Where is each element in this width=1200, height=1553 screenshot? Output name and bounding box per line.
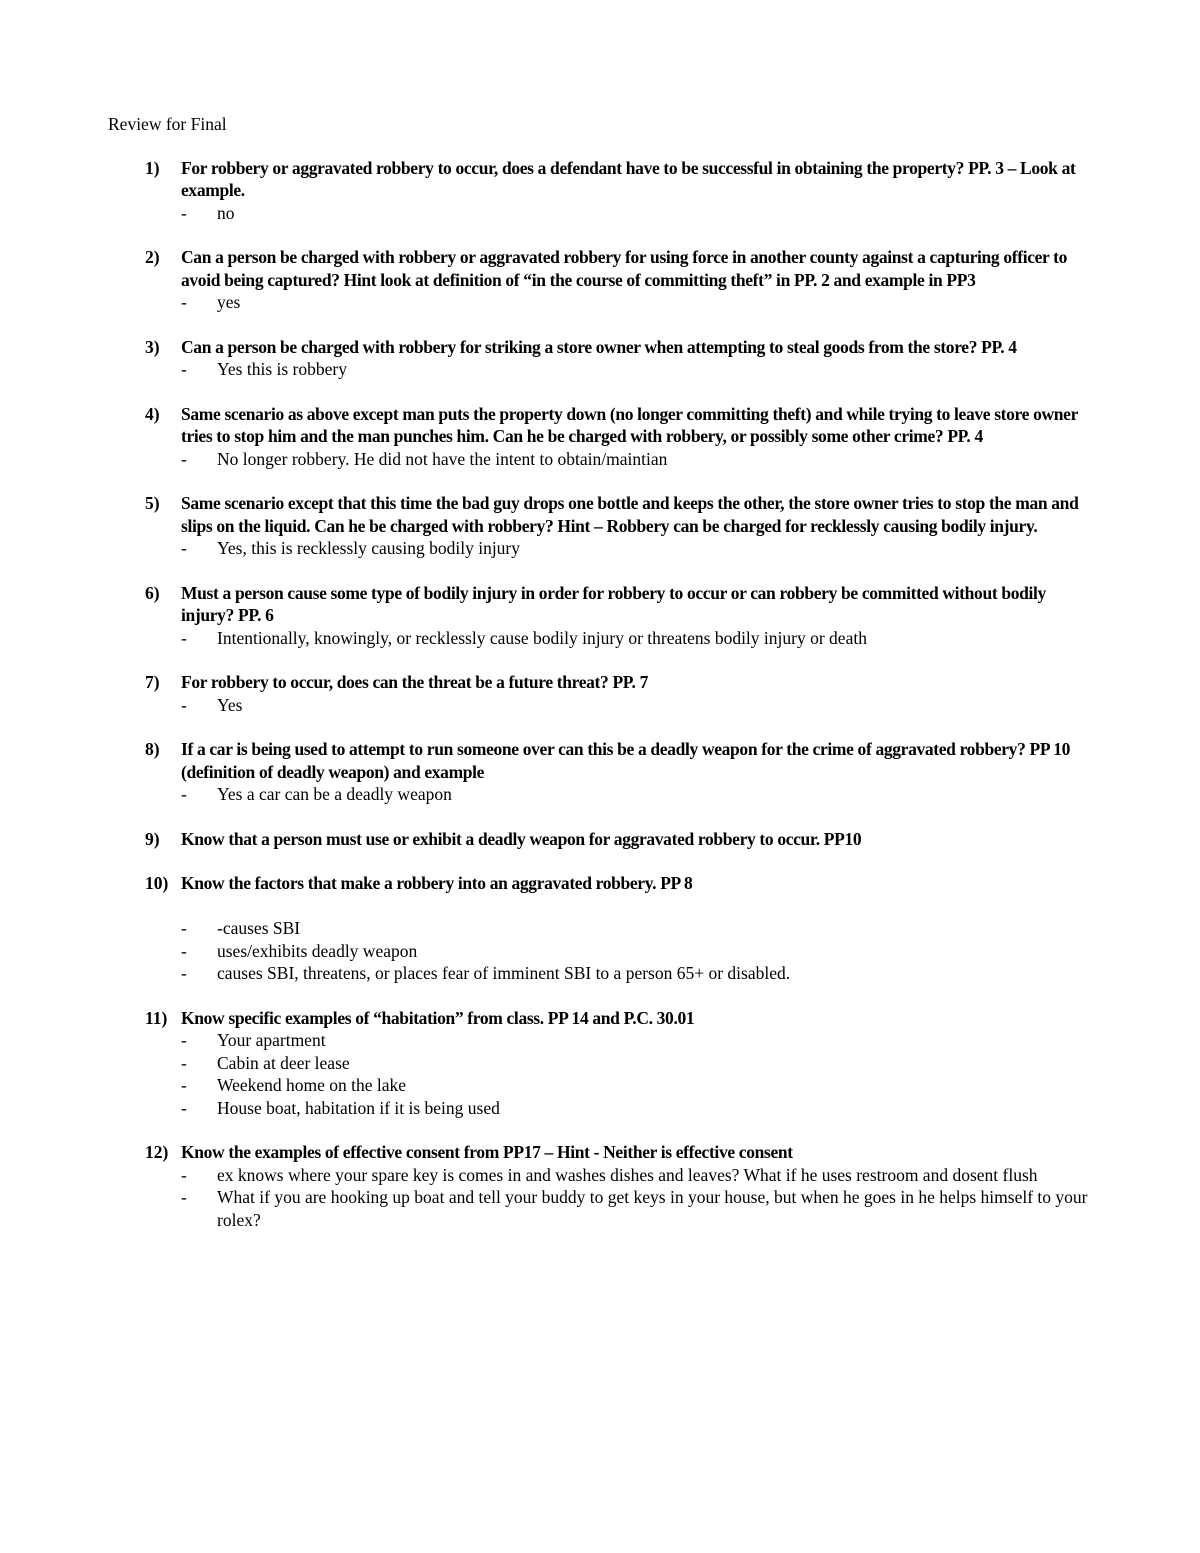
dash-bullet: -: [181, 1164, 187, 1185]
answer-item: [181, 1029, 1098, 1052]
blank-line: [181, 895, 1098, 918]
answer-item: [181, 1052, 1098, 1075]
answer-text: uses/exhibits deadly weapon: [217, 940, 418, 961]
question-item: [108, 157, 1098, 225]
answer-item: [181, 1164, 1098, 1187]
dash-bullet: -: [181, 940, 187, 961]
answer-item: [181, 358, 1098, 381]
question-text: Know the factors that make a robbery into an aggravated robbery. PP 8: [181, 873, 693, 893]
question-text: If a car is being used to attempt to run someone over can this be a deadly weapon for the crime of aggravated robbery? PP 10 (definition of deadly weapon) and example: [181, 739, 1071, 782]
dash-bullet: -: [181, 694, 187, 715]
answer-item: [181, 694, 1098, 717]
answer-item: [181, 917, 1098, 940]
question-item: [108, 403, 1098, 471]
dash-bullet: -: [181, 202, 187, 223]
answer-item: [181, 291, 1098, 314]
answer-list: [181, 537, 1098, 560]
dash-bullet: -: [181, 1030, 187, 1050]
question-item: [108, 872, 1098, 985]
answer-text: Yes this is robbery: [217, 359, 347, 379]
answer-item: [181, 448, 1098, 471]
answer-item: [181, 537, 1098, 560]
answer-text: causes SBI, threatens, or places fear of imminent SBI to a person 65+ or disabled.: [217, 963, 791, 983]
answer-item: [181, 1097, 1098, 1120]
dash-bullet: -: [181, 627, 187, 648]
answer-text: yes: [217, 292, 241, 312]
question-item: [108, 828, 1098, 851]
question-number: 10): [145, 873, 169, 893]
question-number: 4): [145, 403, 160, 424]
question-number: 2): [145, 247, 160, 267]
dash-bullet: -: [181, 918, 187, 938]
question-number: 9): [145, 828, 160, 849]
question-number: 8): [145, 739, 160, 759]
question-item: [108, 336, 1098, 381]
answer-text: Intentionally, knowingly, or recklessly cause bodily injury or threatens bodily injury or death: [217, 627, 867, 648]
question-text: Must a person cause some type of bodily injury in order for robbery to occur or can robbery be committed without bodily injury? PP. 6: [181, 582, 1046, 625]
dash-bullet: -: [181, 1187, 187, 1207]
answer-text: Yes a car can be a deadly weapon: [217, 784, 452, 804]
answer-item: [181, 627, 1098, 650]
answer-text: Weekend home on the lake: [217, 1075, 407, 1095]
answer-list: [181, 627, 1098, 650]
question-number: 5): [145, 493, 160, 513]
answer-list: [181, 783, 1098, 806]
dash-bullet: -: [181, 359, 187, 379]
answer-text: No longer robbery. He did not have the intent to obtain/maintian: [217, 448, 668, 469]
question-number: 1): [145, 157, 160, 178]
question-number: 11): [145, 1007, 168, 1028]
question-text: Same scenario except that this time the bad guy drops one bottle and keeps the other, the store owner tries to stop the man and slips on the liquid. Can he be charged with robbery? Hint – Robbery can be charged for recklessly causing bodily injury.: [181, 493, 1079, 536]
question-item: [108, 1141, 1098, 1231]
question-text: For robbery to occur, does can the threat be a future threat? PP. 7: [181, 672, 648, 692]
answer-list: [181, 1029, 1098, 1119]
answer-list: [181, 448, 1098, 471]
answer-list: [181, 358, 1098, 381]
answer-list: [181, 1164, 1098, 1232]
answer-text: -causes SBI: [217, 918, 301, 938]
question-item: [108, 246, 1098, 314]
dash-bullet: -: [181, 1052, 187, 1073]
answer-text: House boat, habitation if it is being used: [217, 1097, 500, 1118]
answer-text: What if you are hooking up boat and tell your buddy to get keys in your house, but when he goes in he helps himself to your rolex?: [217, 1187, 1088, 1230]
answer-item: [181, 202, 1098, 225]
question-text: Same scenario as above except man puts the property down (no longer committing theft) and while trying to leave store owner tries to stop him and the man punches him. Can he be charged with robbery, or possibly some other crime? PP. 4: [181, 403, 1078, 446]
question-item: [108, 671, 1098, 716]
dash-bullet: -: [181, 784, 187, 804]
document-page: [108, 113, 1098, 1253]
dash-bullet: -: [181, 448, 187, 469]
question-number: 12): [145, 1142, 169, 1162]
dash-bullet: -: [181, 292, 187, 312]
answer-item: [181, 1186, 1098, 1231]
question-text: Know the examples of effective consent from PP17 – Hint - Neither is effective consent: [181, 1142, 793, 1162]
dash-bullet: -: [181, 1097, 187, 1118]
answer-item: [181, 1074, 1098, 1097]
question-item: [108, 1007, 1098, 1120]
question-item: [108, 582, 1098, 650]
question-number: 7): [145, 672, 160, 692]
document-title: Review for Final: [108, 114, 227, 134]
question-number: 3): [145, 336, 160, 357]
question-list: [108, 157, 1098, 1232]
answer-text: Yes: [217, 694, 243, 715]
answer-text: Yes, this is recklessly causing bodily injury: [217, 538, 521, 558]
answer-item: [181, 962, 1098, 985]
answer-text: ex knows where your spare key is comes in and washes dishes and leaves? What if he uses restroom and dosent flush: [217, 1164, 1038, 1185]
dash-bullet: -: [181, 538, 187, 558]
question-text: Can a person be charged with robbery or aggravated robbery for using force in another county against a capturing officer to avoid being captured? Hint look at definition of “in the course of committing theft” in PP. 2 and example in PP3: [181, 247, 1068, 290]
dash-bullet: -: [181, 1075, 187, 1095]
answer-list: [181, 202, 1098, 225]
question-number: 6): [145, 582, 160, 603]
answer-list: [181, 917, 1098, 985]
question-text: Know specific examples of “habitation” from class. PP 14 and P.C. 30.01: [181, 1007, 695, 1028]
answer-text: Cabin at deer lease: [217, 1052, 350, 1073]
answer-item: [181, 783, 1098, 806]
answer-text: no: [217, 202, 235, 223]
question-item: [108, 492, 1098, 560]
dash-bullet: -: [181, 963, 187, 983]
question-text: For robbery or aggravated robbery to occur, does a defendant have to be successful in obtaining the property? PP. 3 – Look at example.: [181, 157, 1076, 200]
question-text: Know that a person must use or exhibit a deadly weapon for aggravated robbery to occur. PP10: [181, 828, 862, 849]
answer-item: [181, 940, 1098, 963]
answer-list: [181, 694, 1098, 717]
answer-list: [181, 291, 1098, 314]
answer-text: Your apartment: [217, 1030, 326, 1050]
question-text: Can a person be charged with robbery for striking a store owner when attempting to steal goods from the store? PP. 4: [181, 336, 1017, 357]
question-item: [108, 738, 1098, 806]
